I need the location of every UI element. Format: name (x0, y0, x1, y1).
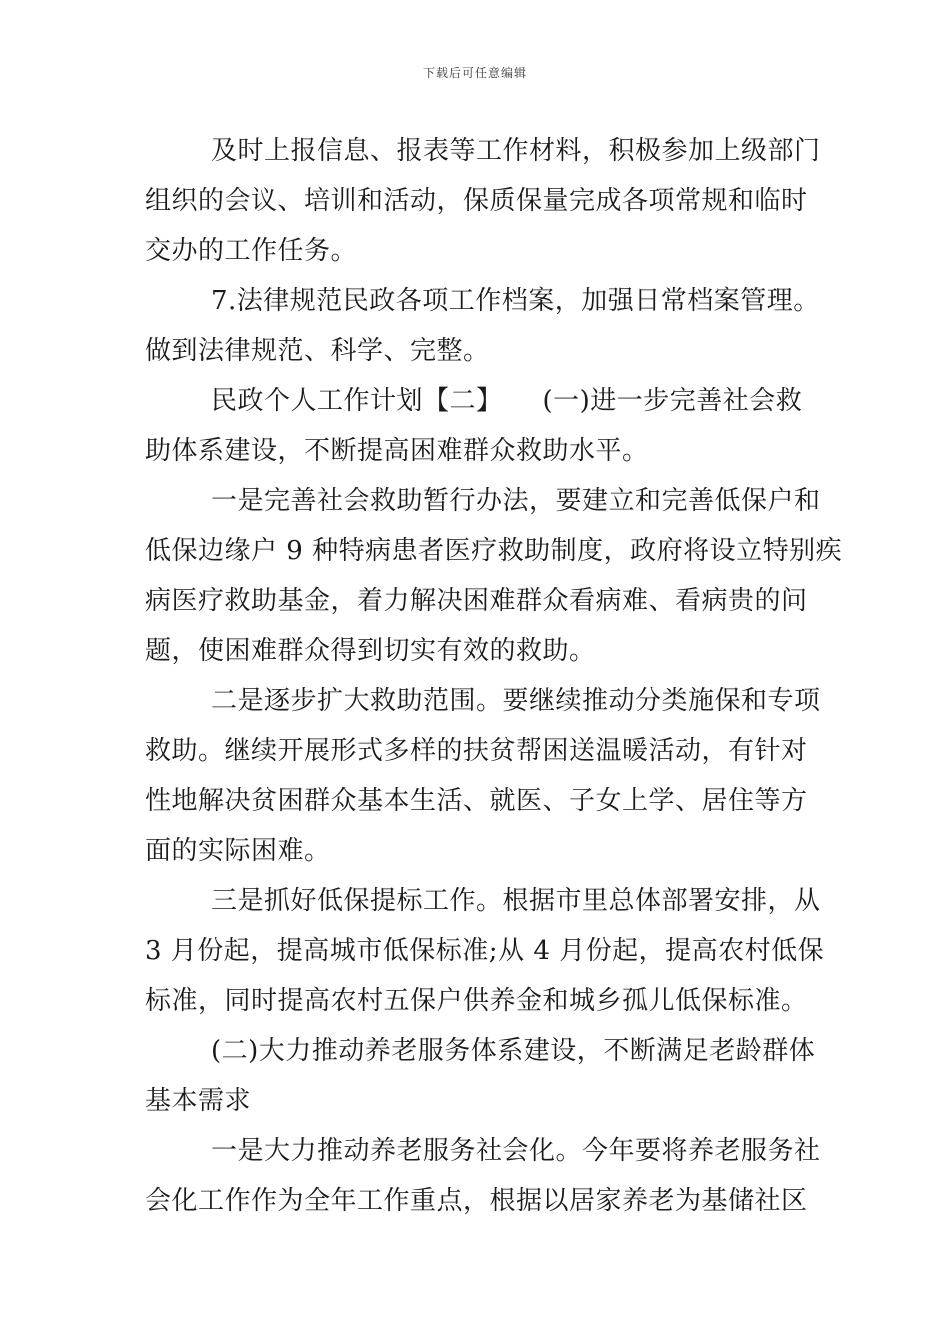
paragraph-7 (145, 1026, 816, 1126)
paragraph-2 (145, 276, 820, 376)
paragraph-1 (145, 126, 821, 276)
paragraph-5 (145, 676, 821, 876)
text-line: 二是逐步扩大救助范围。要继续推动分类施保和专项 (211, 686, 821, 716)
paragraph-6 (145, 876, 825, 1026)
text-line: 组织的会议、培训和活动，保质保量完成各项常规和临时 (145, 186, 808, 216)
text-line: 及时上报信息、报表等工作材料，积极参加上级部门 (211, 136, 821, 166)
text-line: 性地解决贫困群众基本生活、就医、子女上学、居住等方 (145, 786, 808, 816)
text-line: 题，使困难群众得到切实有效的救助。 (145, 636, 596, 666)
text-line: 三是抓好低保提标工作。根据市里总体部署安排，从 (211, 886, 821, 916)
page-header-note: 下载后可任意编辑 (422, 66, 527, 80)
text-line: 救助。继续开展形式多样的扶贫帮困送温暖活动，有针对 (145, 736, 808, 766)
paragraph-3-section-heading (145, 376, 810, 476)
text-line: 一是完善社会救助暂行办法，要建立和完善低保户和 (211, 486, 821, 516)
text-line: 7.法律规范民政各项工作档案，加强日常档案管理。 (211, 286, 820, 316)
text-line: 会化工作作为全年工作重点，根据以居家养老为基储社区 (145, 1186, 808, 1216)
text-line: 病医疗救助基金，着力解决困难群众看病难、看病贵的问 (145, 586, 808, 616)
paragraph-4 (145, 476, 843, 676)
text-line: 低保边缘户 9 种特病患者医疗救助制度，政府将设立特别疾 (145, 536, 843, 566)
text-line: (二)大力推动养老服务体系建设，不断满足老龄群体 (211, 1036, 816, 1066)
text-line: 3 月份起，提高城市低保标准;从 4 月份起，提高农村低保 (145, 936, 825, 966)
paragraph-8 (145, 1126, 821, 1226)
document-body (145, 126, 843, 1226)
text-line: 民政个人工作计划【二】 (一)进一步完善社会救 (211, 386, 803, 416)
text-line: 标准，同时提高农村五保户供养金和城乡孤儿低保标准。 (145, 986, 808, 1016)
text-line: 面的实际困难。 (145, 836, 331, 866)
text-line: 一是大力推动养老服务社会化。今年要将养老服务社 (211, 1136, 821, 1166)
text-line: 做到法律规范、科学、完整。 (145, 336, 490, 366)
text-line: 交办的工作任务。 (145, 236, 358, 266)
text-line: 基本需求 (145, 1086, 252, 1116)
text-line: 助体系建设，不断提高困难群众救助水平。 (145, 436, 649, 466)
